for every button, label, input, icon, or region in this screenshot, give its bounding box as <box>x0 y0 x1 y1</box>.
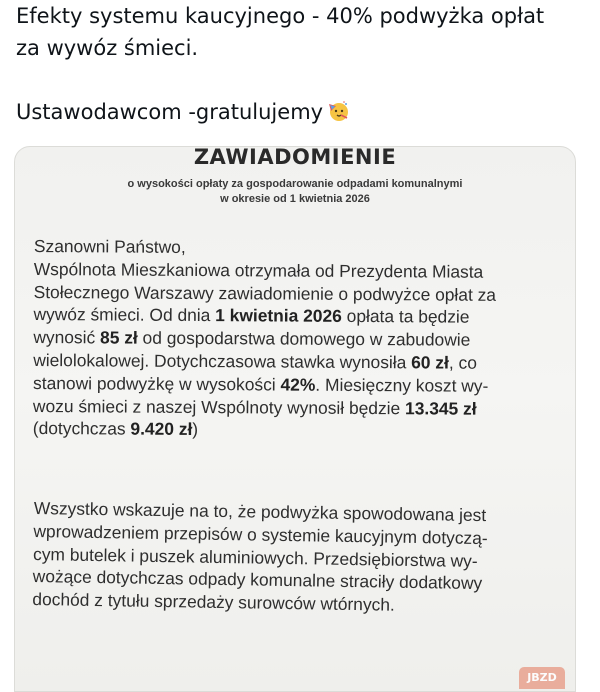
notice-subtitle-line-1: o wysokości opłaty za gospodarowanie odpadami komunalnymi <box>127 178 463 190</box>
notice-subtitle <box>15 177 575 207</box>
notice-line: cym butelek i puszek aluminiowych. Przedsiębiorstwa wy- <box>32 543 478 571</box>
notice-text: ) <box>192 419 199 440</box>
notice-line: wprowadzeniem przepisów o systemie kaucyjnym dotyczą- <box>33 520 488 548</box>
notice-new-rate-bold: 85 zł <box>100 327 138 348</box>
notice-line <box>33 326 563 352</box>
tweet-line-3-text: Ustawodawcom -gratulujemy <box>16 100 324 124</box>
notice-line <box>33 349 563 375</box>
notice-line <box>33 303 563 329</box>
tweet-line-2: za wywóz śmieci. <box>16 36 199 60</box>
notice-previous-cost-bold: 9.420 zł <box>130 418 193 440</box>
notice-text: wywóz śmieci. Od dnia <box>33 304 216 326</box>
notice-text: od gospodarstwa domowego w zabudowie <box>137 327 471 350</box>
notice-text: opłata ta będzie <box>341 306 470 328</box>
tweet-photo[interactable] <box>14 146 576 692</box>
notice-line: dochód z tytułu sprzedaży surowców wtórnych. <box>32 589 395 615</box>
notice-line: Wszystko wskazuje na to, że podwyżka spowodowana jest <box>33 497 487 526</box>
partying-face-icon <box>327 99 349 121</box>
notice-greeting: Szanowni Państwo, <box>33 235 186 257</box>
tweet-line-1: Efekty systemu kaucyjnego - 40% podwyżka opłat <box>16 4 545 28</box>
notice-increase-percent-bold: 42% <box>280 374 316 395</box>
notice-date-bold: 1 kwietnia 2026 <box>215 305 342 327</box>
notice-line: wożące dotychczas odpady komunalne straciły dodatkowy <box>32 566 483 594</box>
notice-line: Stołecznego Warszawy zawiadomienie o podwyżce opłat za <box>33 281 497 305</box>
notice-text: wielolokalowej. Dotychczasowa stawka wynosiła <box>33 349 412 373</box>
notice-text: stanowi podwyżkę w wysokości <box>33 372 281 395</box>
notice-line <box>33 417 563 443</box>
jbzd-watermark-logo: JBZD <box>519 667 565 689</box>
notice-text: (dotychczas <box>32 418 131 439</box>
notice-paragraph-1 <box>33 235 564 443</box>
notice-monthly-cost-bold: 13.345 zł <box>405 397 477 419</box>
notice-paragraph-2 <box>32 497 564 619</box>
tweet-text <box>16 0 586 128</box>
notice-title: ZAWIADOMIENIE <box>193 146 397 169</box>
notice-text: , co <box>448 352 477 373</box>
notice-paper <box>15 147 575 691</box>
notice-line <box>33 372 563 398</box>
tweet-line-3 <box>16 96 586 128</box>
notice-text: wynosić <box>33 327 101 348</box>
notice-old-rate-bold: 60 zł <box>411 352 449 373</box>
tweet-paragraph-gap <box>16 64 586 96</box>
notice-text: wozu śmieci z naszej Wspólnoty wynosił będzie <box>32 395 406 418</box>
notice-line: Wspólnota Mieszkaniowa otrzymała od Prezydenta Miasta <box>33 258 484 282</box>
notice-line <box>33 395 563 421</box>
notice-text: . Miesięczny koszt wy- <box>315 374 489 396</box>
notice-subtitle-line-2: w okresie od 1 kwietnia 2026 <box>220 193 370 205</box>
